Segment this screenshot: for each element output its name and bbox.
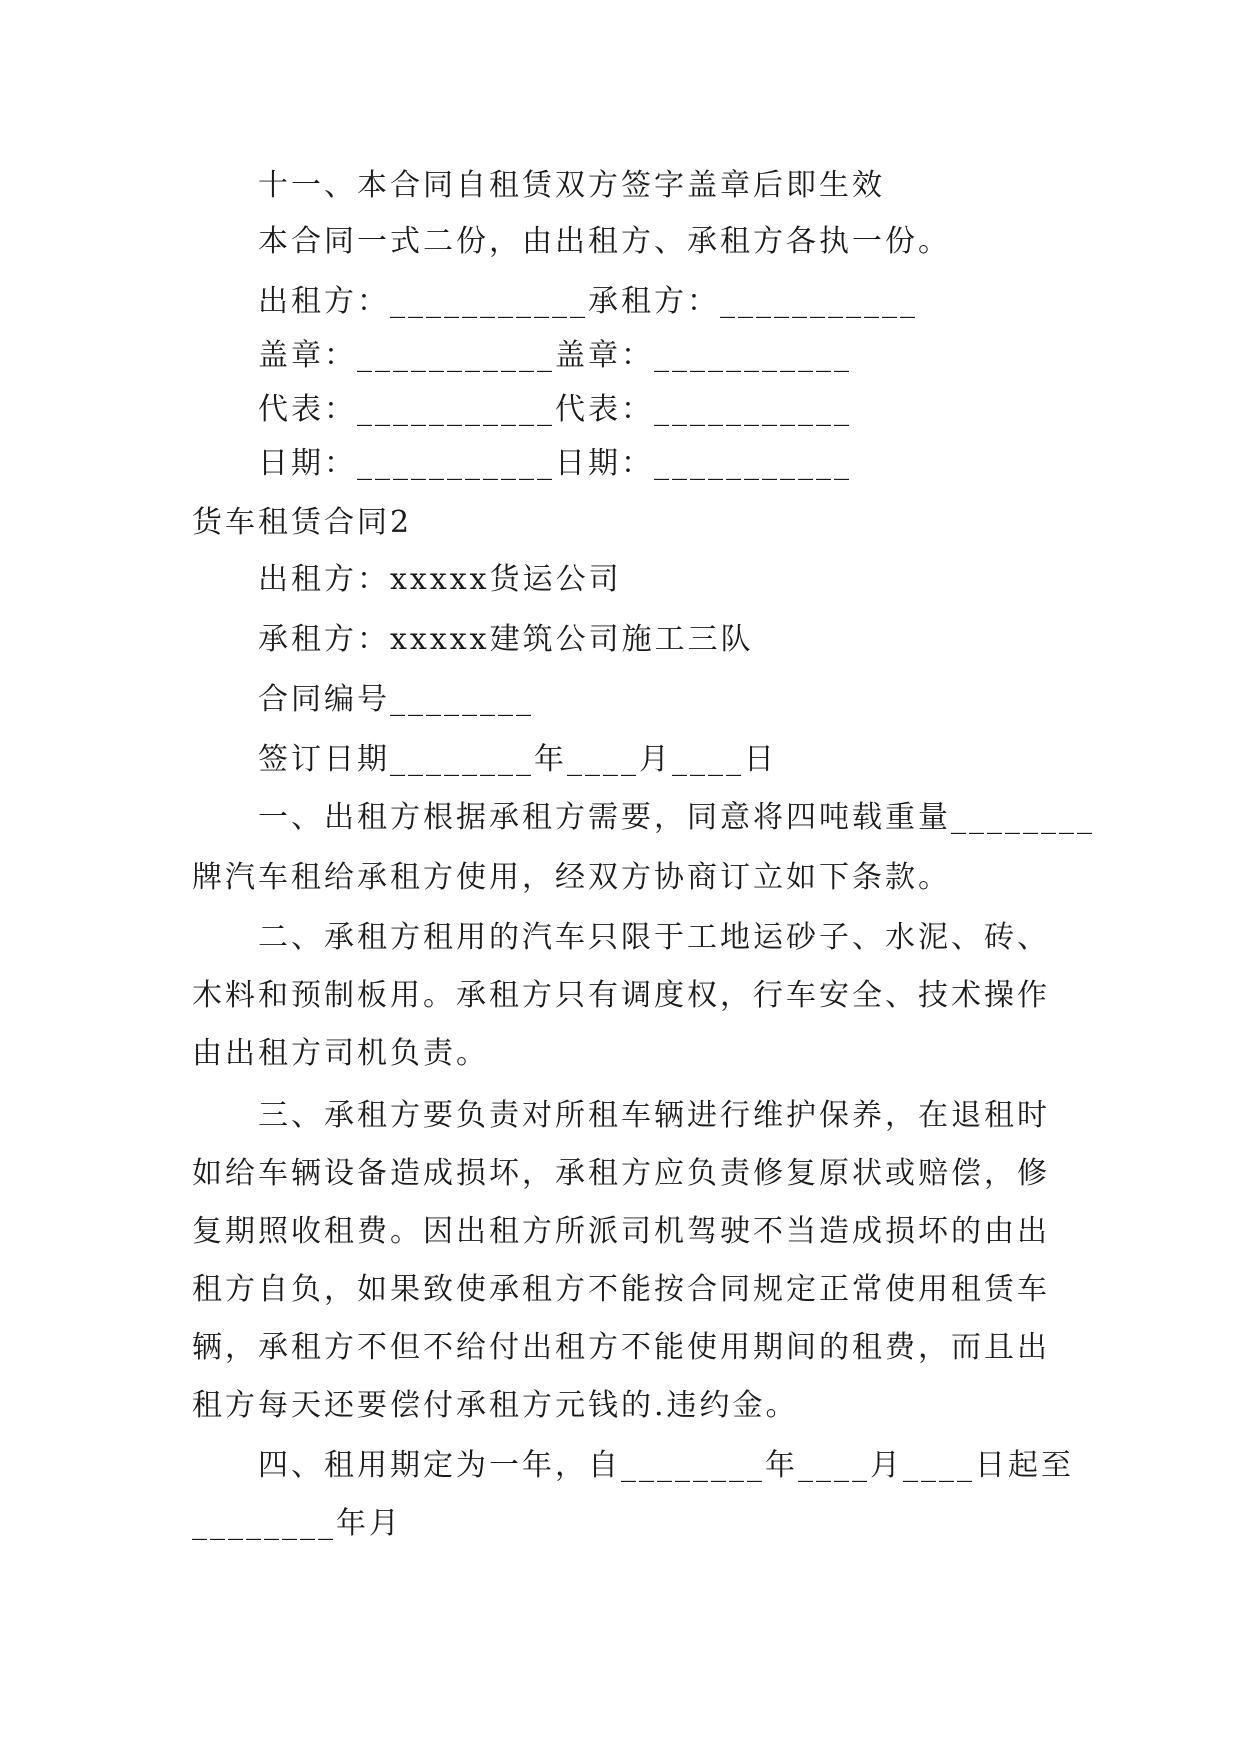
clause-three-line-3: 复期照收租费。因出租方所派司机驾驶不当造成损坏的由出 (192, 1214, 1050, 1249)
clause-eleven-line: 十一、本合同自租赁双方签字盖章后即生效 (258, 168, 885, 203)
clause-one-line-2: 牌汽车租给承租方使用，经双方协商订立如下条款。 (192, 860, 951, 895)
contract-number-line: 合同编号________ (258, 682, 534, 717)
lessor-line: 出租方：xxxxx货运公司 (258, 562, 622, 597)
signing-date-line: 签订日期________年____月____日 (258, 742, 777, 777)
clause-one-line-1: 一、出租方根据承租方需要，同意将四吨载重量________ (258, 800, 1095, 835)
clause-two-line-1: 二、承租方租用的汽车只限于工地运砂子、水泥、砖、 (258, 920, 1050, 955)
contract-title: 货车租赁合同2 (192, 505, 413, 540)
signature-parties-line: 出租方：___________承租方：___________ (258, 284, 918, 319)
clause-three-line-6: 租方每天还要偿付承租方元钱的.违约金。 (192, 1388, 799, 1423)
clause-three-line-1: 三、承租方要负责对所租车辆进行维护保养，在退租时 (258, 1098, 1050, 1133)
clause-three-line-2: 如给车辆设备造成损坏，承租方应负责修复原状或赔偿，修 (192, 1156, 1050, 1191)
signature-date-line: 日期：___________日期：___________ (258, 446, 852, 481)
copies-line: 本合同一式二份，由出租方、承租方各执一份。 (258, 224, 951, 259)
clause-three-line-4: 租方自负，如果致使承租方不能按合同规定正常使用租赁车 (192, 1272, 1050, 1307)
clause-two-line-3: 由出租方司机负责。 (192, 1036, 489, 1071)
clause-two-line-2: 木料和预制板用。承租方只有调度权，行车安全、技术操作 (192, 978, 1050, 1013)
clause-four-line-1: 四、租用期定为一年，自________年____月____日起至 (258, 1448, 1074, 1483)
lessee-line: 承租方：xxxxx建筑公司施工三队 (258, 622, 754, 657)
signature-representative-line: 代表：___________代表：___________ (258, 392, 852, 427)
clause-four-line-2: ________年月 (192, 1506, 402, 1541)
signature-seal-line: 盖章：___________盖章：___________ (258, 338, 852, 373)
clause-three-line-5: 辆，承租方不但不给付出租方不能使用期间的租费，而且出 (192, 1330, 1050, 1365)
